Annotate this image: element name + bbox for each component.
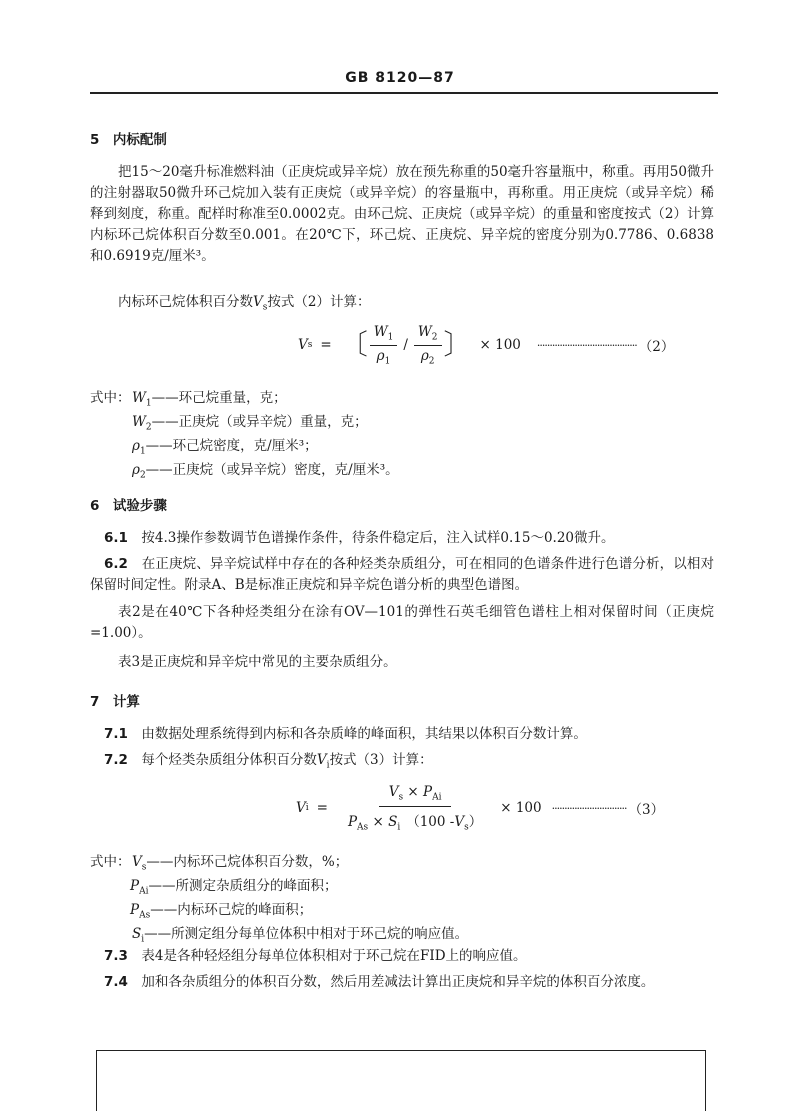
formula-2: V s = 〔 $\frac{W_1}{\rho_1}$ / $\frac{W_2}{\rho_2}$ 〕 × 100 ········································ （2） (298, 323, 675, 367)
fraction-vi: $\frac{V_s \times P_{Ai}}{P_{As} \times S_i (100 -V_s)}$ (347, 783, 483, 833)
section-6-title: 6 试验步骤 (90, 498, 167, 514)
where-label-2: 式中： (90, 854, 131, 870)
where-label-1: 式中： (90, 390, 131, 406)
formula-3-number: （3） (628, 802, 665, 818)
formula-3: V i = $\frac{V_s \times P_{Ai}}{P_{As} \times S_i (100 -V_s)}$ × 100 ······························ （3） (296, 783, 665, 833)
formula-2-number: （2） (638, 339, 675, 355)
header-rule (90, 92, 718, 94)
where-item: $S_i——$所测定组分每单位体积中相对于环己烷的响应值。 (132, 926, 469, 945)
bottom-frame (96, 1050, 706, 1111)
section-5-paragraph: 把15～20毫升标准燃料油（正庚烷或异辛烷）放在预先称重的50毫升容量瓶中，称重。再用50微升的注射器取50微升环己烷加入装有正庚烷（或异辛烷）的容量瓶中，再称重。用正庚烷（或异辛烷）稀释到刻度，称重。配样时称准至0.0002克。由环己烷、正庚烷（或异辛烷）的重量和密度按式（2）计算内标环己烷体积百分数至0.001。在20℃下，环己烷、正庚烷、异辛烷的密度分别为0.7786、0.6838和0.6919克/厘米³。 (90, 164, 714, 264)
clause-6-2: 6.2 在正庚烷、异辛烷试样中存在的各种烃类杂质组分，可在相同的色谱条件进行色谱分析，以相对保留时间定性。附录A、B是标准正庚烷和异辛烷色谱分析的典型色谱图。 (90, 556, 715, 593)
fraction-w1-rho1: $\frac{W_1}{\rho_1}$ (370, 324, 398, 366)
section-5-title: 5 内标配制 (90, 132, 167, 148)
clause-7-2: 7.2 每个烃类杂质组分体积百分数$V_i$按式（3）计算： (104, 752, 433, 771)
clause-7-4: 7.4 加和各杂质组分的体积百分数，然后用差减法计算出正庚烷和异辛烷的体积百分浓度。 (104, 974, 655, 990)
where-item: $P_{Ai}——$所测定杂质组分的峰面积； (130, 878, 338, 897)
fraction-w2-rho2: $\frac{W_2}{\rho_2}$ (414, 324, 442, 366)
where-item: $\rho_1——$环己烷密度，克/厘米³； (132, 438, 318, 457)
clause-6-table3: 表3是正庚烷和异辛烷中常见的主要杂质组分。 (118, 654, 397, 670)
where-item: $\rho_2——$正庚烷（或异辛烷）密度，克/厘米³。 (132, 462, 399, 481)
clause-6-table2: 表2是在40℃下各种烃类组分在涂有OV—101的弹性石英毛细管色谱柱上相对保留时间（正庚烷=1.00）。 (90, 604, 714, 641)
where-item: $P_{As}——$内标环己烷的峰面积； (130, 902, 313, 921)
section-5-formula-intro: 内标环己烷体积百分数$V_s$按式（2）计算： (118, 294, 371, 313)
clause-7-3: 7.3 表4是各种轻烃组分每单位体积相对于环己烷在FID上的响应值。 (104, 948, 527, 964)
clause-7-1: 7.1 由数据处理系统得到内标和各杂质峰的峰面积，其结果以体积百分数计算。 (104, 726, 587, 742)
clause-6-1: 6.1 按4.3操作参数调节色谱操作条件，待条件稳定后，注入试样0.15～0.20微升。 (104, 530, 615, 546)
standard-code: GB 8120—87 (345, 70, 455, 86)
where-item: $V_s——$内标环己烷体积百分数，%； (132, 854, 349, 873)
section-7-title: 7 计算 (90, 694, 140, 710)
where-item: $W_1——$环己烷重量，克； (132, 390, 287, 409)
where-item: $W_2——$正庚烷（或异辛烷）重量，克； (132, 414, 368, 433)
